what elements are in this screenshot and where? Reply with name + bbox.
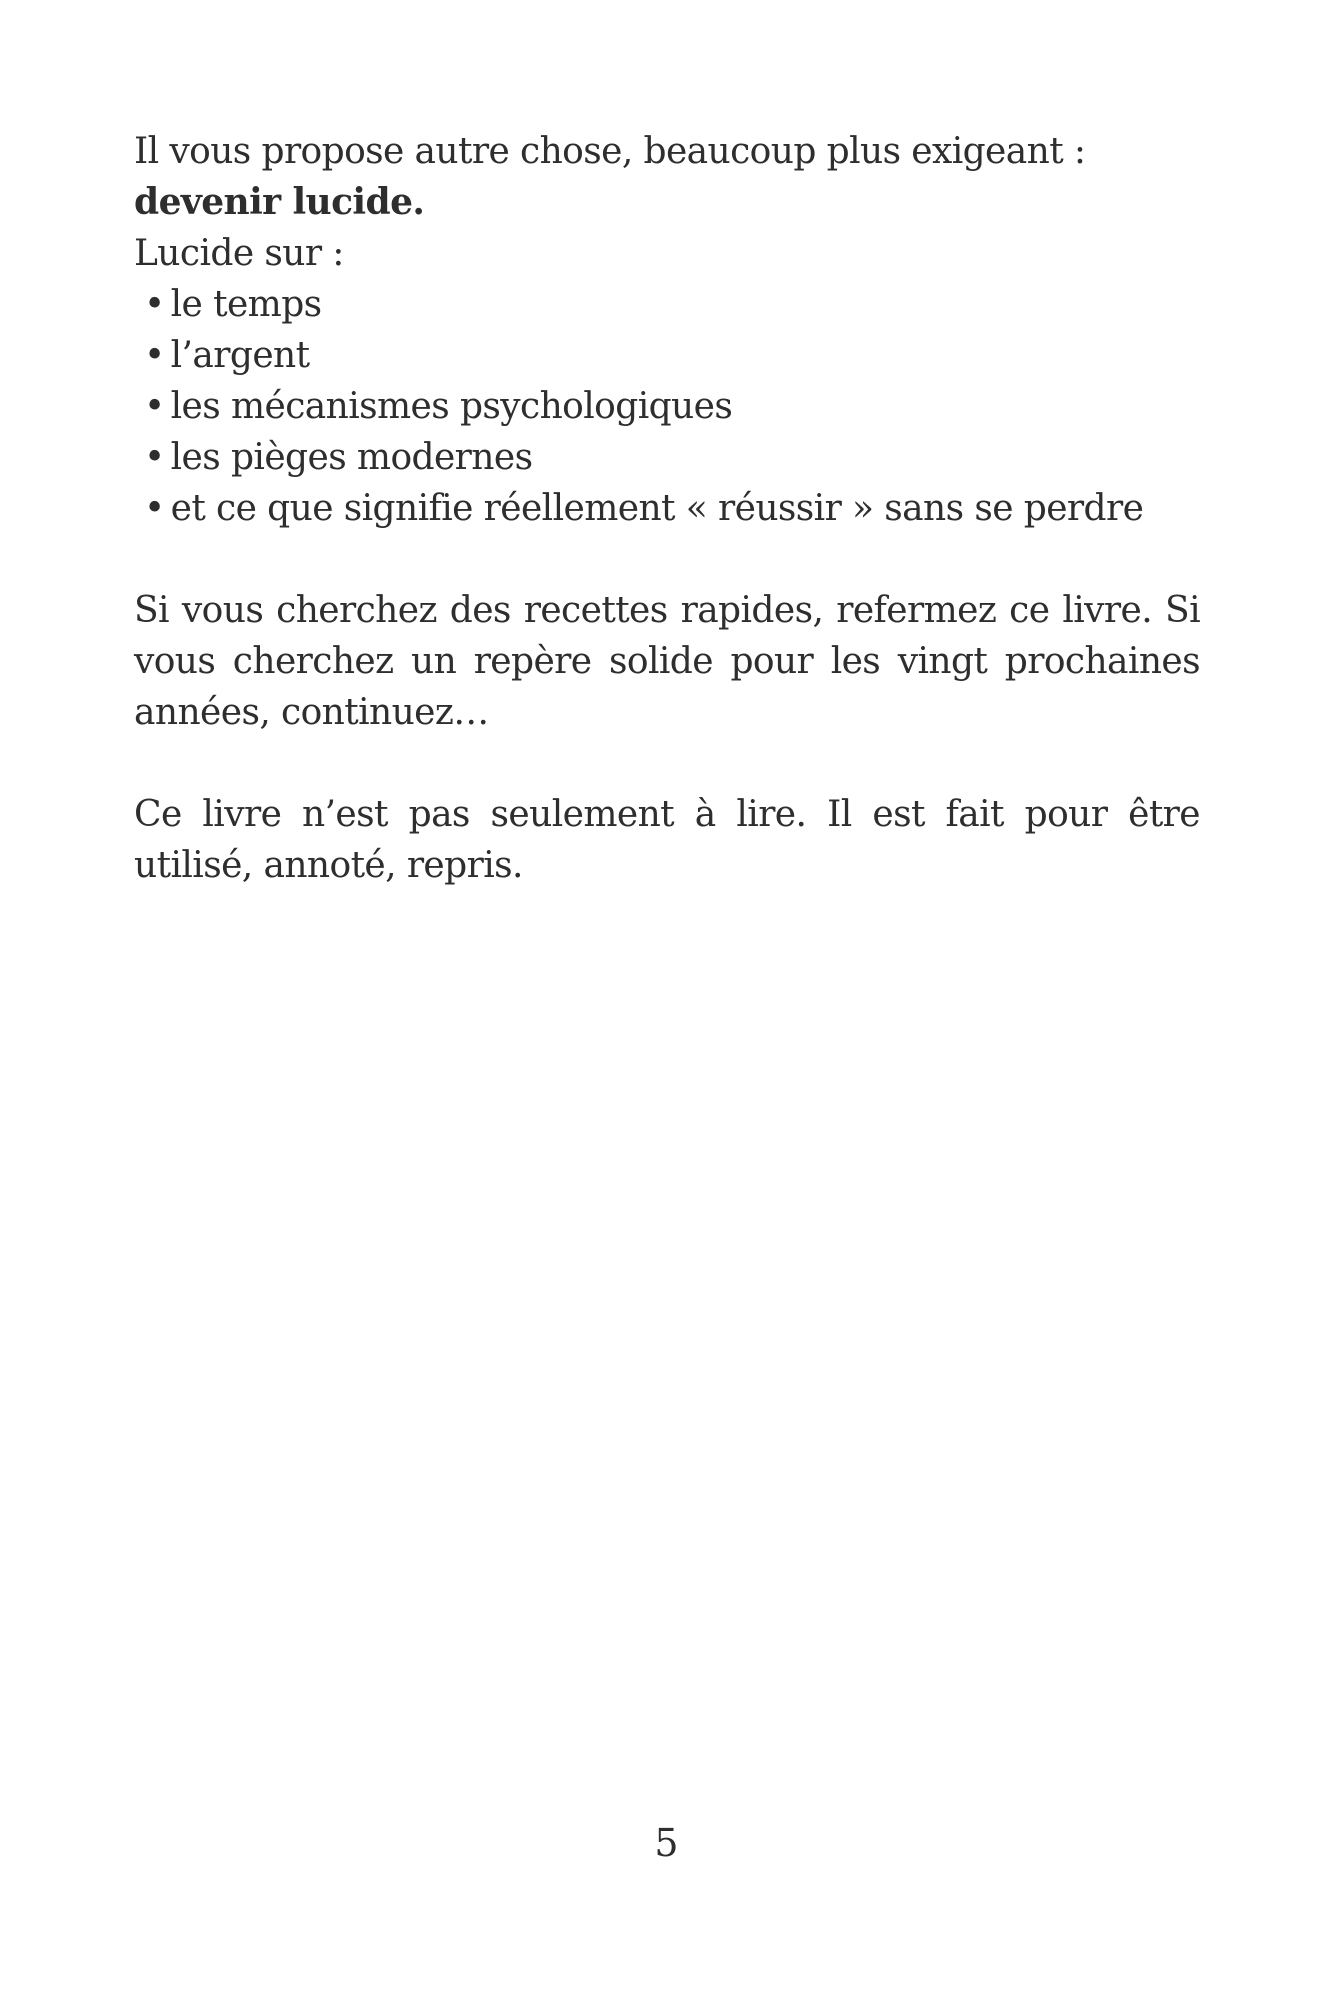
page-body (134, 126, 1200, 891)
list-item-text: le temps (170, 284, 322, 325)
list-item (144, 330, 1200, 381)
paragraph-gap (134, 534, 1200, 585)
list-item (144, 483, 1200, 534)
bullet-icon: • (144, 284, 165, 325)
recipes-paragraph: Si vous cherchez des recettes rapides, refermez ce livre. Si vous cherchez un repère solide pour les vingt prochaines années, continuez… (134, 590, 1200, 733)
list-intro: Lucide sur : (134, 233, 344, 274)
paragraph-gap (134, 738, 1200, 789)
list-item-text: l’argent (170, 335, 310, 376)
intro-text: Il vous propose autre chose, beaucoup plus exigeant : (134, 131, 1086, 172)
intro-emphasis: devenir lucide. (134, 181, 425, 223)
list-item-text: les mécanismes psychologiques (170, 386, 733, 427)
list-item (144, 279, 1200, 330)
bullet-icon: • (144, 488, 165, 529)
bullet-icon: • (144, 386, 165, 427)
list-item (144, 381, 1200, 432)
bullet-icon: • (144, 335, 165, 376)
list-item-text: les pièges modernes (170, 437, 533, 478)
bullet-icon: • (144, 437, 165, 478)
usage-paragraph: Ce livre n’est pas seulement à lire. Il est fait pour être utilisé, annoté, repris. (134, 794, 1200, 886)
lucidity-list (134, 279, 1200, 534)
page-number: 5 (654, 1821, 679, 1865)
intro-paragraph (134, 126, 1200, 228)
list-item-text: et ce que signifie réellement « réussir » sans se perdre (170, 488, 1144, 529)
list-item (144, 432, 1200, 483)
